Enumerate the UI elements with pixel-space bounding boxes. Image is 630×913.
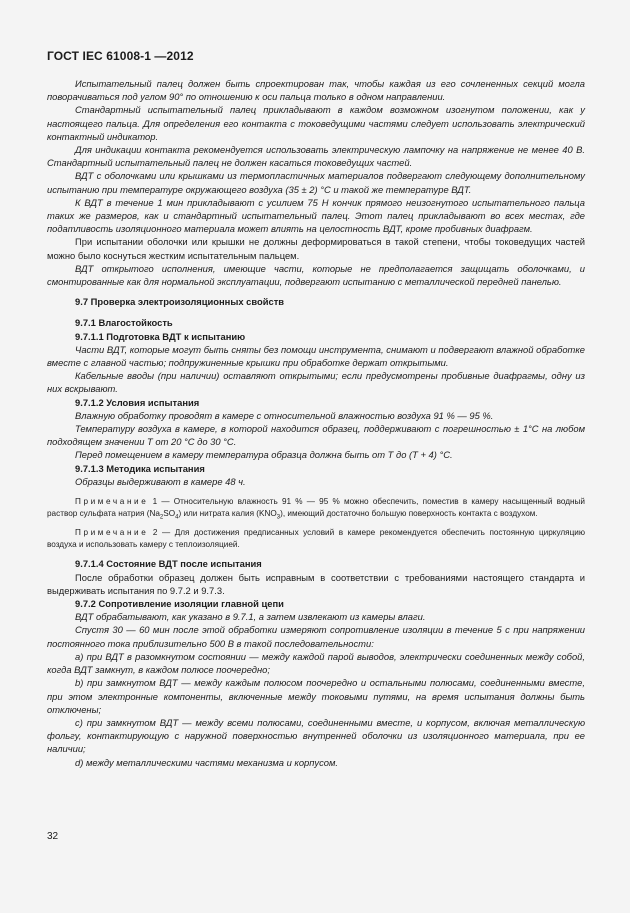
subscript: 3 xyxy=(276,514,281,521)
note-number: 2 xyxy=(152,528,158,538)
paragraph: Влажную обработку проводят в камере с относительной влажностью воздуха 91 % — 95 %. xyxy=(75,409,494,421)
list-item-c: c) при замкнутом ВДТ — между всеми полюсами, соединенными вместе, и корпусом, включая металлическую фольгу, контактирующую с наружной поверхностью внутренней оболочки из изоляционного материала, при ее наличии; xyxy=(47,716,585,755)
list-item-d: d) между металлическими частями механизма и корпусом. xyxy=(75,756,339,768)
paragraph: Спустя 30 — 60 мин после этой обработки измеряют сопротивление изоляции в течение 5 с при напряжении постоянного тока приблизительно 500 В в такой последовательности: xyxy=(47,624,585,649)
paragraph: Образцы выдерживают в камере 48 ч. xyxy=(75,475,246,487)
section-heading-9-7-1: 9.7.1 Влагостойкость xyxy=(75,317,173,329)
paragraph: Температуру воздуха в камере, в которой находится образец, поддерживают с погрешностью ± 1°С на любом подходящем значении Т от 20 °С до 30 °С. xyxy=(47,423,585,448)
section-heading-9-7-1-1: 9.7.1.1 Подготовка ВДТ к испытанию xyxy=(75,330,246,342)
note-text: — Относительную влажность 91 % — 95 % можно обеспечить, поместив в камеру насыщенный водный раствор сульфата натрия (Na xyxy=(47,497,585,518)
paragraph: ВДТ обрабатывают, как указано в 9.7.1, а затем извлекают из камеры влаги. xyxy=(75,611,426,623)
note-text: SO xyxy=(163,508,176,518)
note-text: — Для достижения предписанных условий в камере рекомендуется обеспечить постоянную циркуляцию воздуха и использовать камеру с теплоизоляцией. xyxy=(47,528,585,549)
paragraph: Перед помещением в камеру температура образца должна быть от Т до (Т + 4) °С. xyxy=(75,449,453,461)
note-1 xyxy=(47,496,585,519)
paragraph: К ВДТ в течение 1 мин прикладывают с усилием 75 Н кончик прямого неизогнутого испытательного пальца таких же размеров, как и стандартный испытательный палец. Этот палец прикладывают во всех местах, где податливость изоляционного материала может влиять на целостность ВДТ, кроме пробивных диафрагм. xyxy=(47,196,585,235)
list-item-b: b) при замкнутом ВДТ — между каждым полюсом поочередно и остальными полюсами, соединенными вместе, при этом электронные компоненты, включенные между токовыми путями, на время испытания должны быть отключены; xyxy=(47,677,585,715)
note-label: Примечание xyxy=(75,497,149,507)
note-text: ) или нитрата калия (KNO xyxy=(178,508,277,518)
paragraph: Для индикации контакта рекомендуется использовать электрическую лампочку на напряжение не менее 40 В. Стандартный испытательный палец не должен касаться токоведущих частей. xyxy=(47,144,585,169)
section-heading-9-7-1-2: 9.7.1.2 Условия испытания xyxy=(75,396,200,408)
page-content xyxy=(47,77,585,769)
note-number: 1 xyxy=(152,497,158,507)
paragraph: ВДТ открытого исполнения, имеющие части, которые не предполагается защищать оболочками, и смонтированные как для нормальной эксплуатации, подвергают испытанию с металлической передней панелью. xyxy=(47,262,585,288)
paragraph: Стандартный испытательный палец прикладывают в каждом возможном изогнутом положении, как у настоящего пальца. Для определения его контакта с токоведущими частями следует использовать электрический контактный индикатор. xyxy=(47,104,585,142)
document-header: ГОСТ IEC 61008-1 —2012 xyxy=(47,49,194,63)
subscript: 4 xyxy=(175,514,179,521)
paragraph: Части ВДТ, которые могут быть сняты без помощи инструмента, снимают и подвергают влажной обработке вместе с главной частью; подпружиненные крышки при обработке держат открытыми. xyxy=(47,343,585,369)
note-text: ), имеющий достаточно большую поверхность контакта с воздухом. xyxy=(280,508,538,518)
paragraph: Испытательный палец должен быть спроектирован так, чтобы каждая из его сочлененных секций могла поворачиваться под углом 90° по отношению к оси пальца только в одном направлении. xyxy=(47,78,585,103)
section-heading-9-7: 9.7 Проверка электроизоляционных свойств xyxy=(75,296,285,308)
note-2 xyxy=(47,527,585,550)
section-heading-9-7-2: 9.7.2 Сопротивление изоляции главной цепи xyxy=(75,598,284,610)
section-heading-9-7-1-4: 9.7.1.4 Состояние ВДТ после испытания xyxy=(75,558,262,570)
list-item-a: a) при ВДТ в разомкнутом состоянии — между каждой парой выводов, электрически соединенных между собой, когда ВДТ замкнут, в каждом полюсе поочередно; xyxy=(47,650,585,676)
section-heading-9-7-1-3: 9.7.1.3 Методика испытания xyxy=(75,462,205,474)
paragraph: ВДТ с оболочками или крышками из термопластичных материалов подвергают следующему дополнительному испытанию при температуре окружающего воздуха (35 ± 2) °С и такой же температуре ВДТ. xyxy=(47,170,585,195)
page-number: 32 xyxy=(47,831,59,842)
note-label: Примечание xyxy=(75,528,149,538)
paragraph: При испытании оболочки или крышки не должны деформироваться в такой степени, чтобы токоведущих частей можно было коснуться жестким испытательным пальцем. xyxy=(47,236,585,261)
paragraph: Кабельные вводы (при наличии) оставляют открытыми; если предусмотрены пробивные диафрагмы, одну из них вскрывают. xyxy=(47,370,585,395)
subscript: 2 xyxy=(159,514,164,521)
paragraph: После обработки образец должен быть исправным в соответствии с требованиями настоящего стандарта и выдерживать испытания по 9.7.2 и 9.7.3. xyxy=(47,571,585,596)
